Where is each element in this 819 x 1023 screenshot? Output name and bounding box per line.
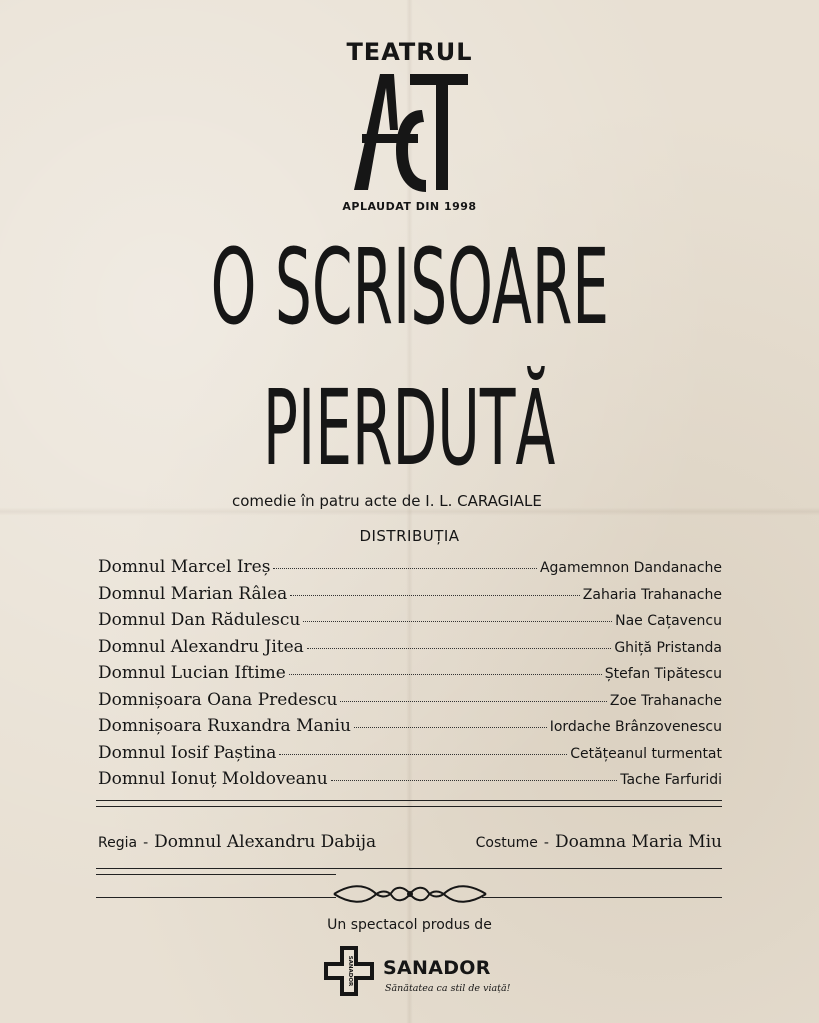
cast-row <box>98 584 722 611</box>
divider-line <box>96 806 722 807</box>
actor-name: Domnul Ionuț Moldoveanu <box>98 769 328 789</box>
play-title-line-2: PIERDUTĂ <box>263 367 556 489</box>
role-name: Tache Farfuridi <box>620 772 722 788</box>
divider-line <box>96 897 336 898</box>
play-title-line-1: O SCRISOARE <box>210 226 609 348</box>
flourish-ornament-icon <box>330 882 490 906</box>
actor-name: Domnișoara Ruxandra Maniu <box>98 716 351 736</box>
role-name: Ghiță Pristanda <box>614 639 722 656</box>
divider-line <box>96 874 336 875</box>
director-name: Domnul Alexandru Dabija <box>154 832 377 852</box>
cast-heading: DISTRIBUȚIA <box>359 527 460 545</box>
role-name: Zoe Trahanache <box>609 692 722 709</box>
cast-row <box>98 610 722 637</box>
cast-list <box>98 557 722 796</box>
dot-leader <box>307 648 612 649</box>
divider-line <box>482 897 722 898</box>
play-subtitle: comedie în patru acte de I. L. CARAGIALE <box>232 492 542 510</box>
director-label: Regia <box>98 835 138 851</box>
svg-text:SANADOR: SANADOR <box>347 955 353 987</box>
producer-text: Un spectacol produs de <box>327 917 492 933</box>
role-name: Iordache Brânzovenescu <box>549 719 722 735</box>
sanador-cross-logo <box>322 944 376 998</box>
divider-line <box>96 800 722 801</box>
cast-row <box>98 690 722 717</box>
cast-row <box>98 716 722 743</box>
dot-leader <box>290 595 580 596</box>
role-name: Ștefan Tipătescu <box>604 666 722 682</box>
actor-name: Domnul Marian Râlea <box>98 583 288 604</box>
dot-leader <box>289 674 602 675</box>
director-credit <box>98 832 376 852</box>
credit-dash: - <box>543 835 549 851</box>
role-name: Agamemnon Dandanache <box>539 560 722 576</box>
cast-row <box>98 637 722 664</box>
actor-name: Domnul Lucian Iftime <box>98 663 286 683</box>
actor-name: Domnul Iosif Paștina <box>98 742 277 763</box>
actor-name: Domnul Marcel Ireș <box>98 557 271 577</box>
costumes-name: Doamna Maria Miu <box>554 832 722 852</box>
theater-name: TEATRUL <box>346 38 473 66</box>
dot-leader <box>303 621 612 622</box>
credit-dash: - <box>143 835 149 851</box>
dot-leader <box>354 727 547 728</box>
since-tagline: APLAUDAT DIN 1998 <box>342 200 477 213</box>
costumes-label: Costume <box>475 835 538 851</box>
dot-leader <box>340 701 606 702</box>
dot-leader <box>273 568 537 569</box>
dot-leader <box>331 780 618 781</box>
credits-row <box>98 832 722 852</box>
divider-line <box>96 868 722 869</box>
actor-name: Domnul Alexandru Jitea <box>98 636 304 657</box>
cast-row <box>98 663 722 690</box>
actor-name: Domnul Dan Rădulescu <box>98 610 301 630</box>
actor-name: Domnișoara Oana Predescu <box>98 689 338 710</box>
role-name: Nae Cațavencu <box>615 613 722 629</box>
sponsor-name: SANADOR <box>383 957 491 979</box>
cast-row <box>98 743 722 770</box>
cast-row <box>98 557 722 584</box>
cast-row <box>98 769 722 796</box>
costumes-credit <box>476 832 722 852</box>
dot-leader <box>279 754 567 755</box>
act-logo <box>350 70 470 195</box>
sponsor-tagline: Sănătatea ca stil de viață! <box>385 983 511 994</box>
role-name: Zaharia Trahanache <box>582 586 722 603</box>
role-name: Cetățeanul turmentat <box>570 745 722 762</box>
